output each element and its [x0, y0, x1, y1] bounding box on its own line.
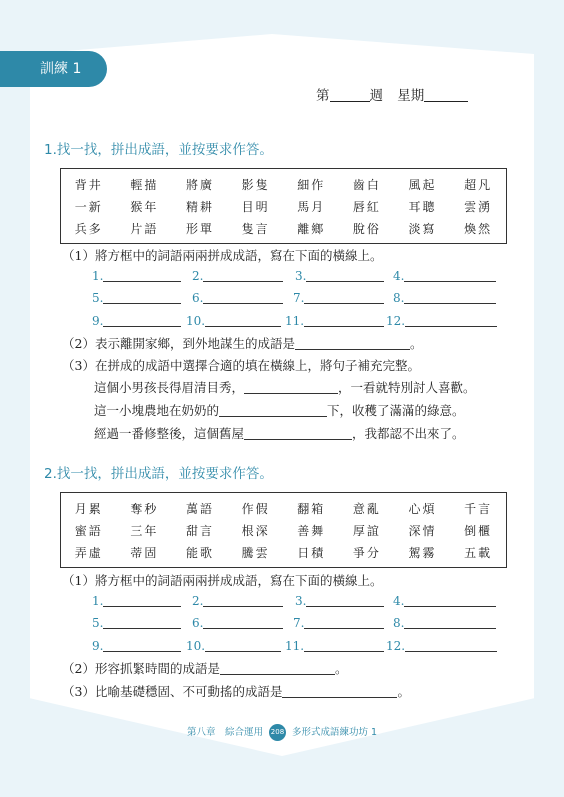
answer-row: 7. — [293, 615, 384, 630]
answer-row: 6. — [192, 290, 283, 305]
section1-title: 1.找一找，拼出成語，並按要求作答。 — [44, 142, 273, 158]
answer-blank[interactable] — [404, 290, 496, 304]
answer-blank[interactable] — [282, 684, 397, 698]
answer-blank[interactable] — [205, 638, 281, 652]
answer-blank[interactable] — [244, 380, 338, 394]
answer-blank[interactable] — [404, 615, 496, 629]
answer-blank[interactable] — [404, 268, 496, 282]
answer-row: 4. — [393, 593, 496, 608]
section2-title: 2.找一找，拼出成語，並按要求作答。 — [44, 466, 273, 482]
answer-blank[interactable] — [203, 290, 283, 304]
answer-row: 5. — [92, 615, 181, 630]
section1-question2: （2）表示離開家鄉，到外地謀生的成語是 。 — [62, 336, 423, 351]
answer-blank[interactable] — [103, 268, 181, 282]
answer-blank[interactable] — [103, 313, 181, 327]
page-number: 208 — [269, 724, 286, 741]
week-header: 第 週 星期 — [316, 84, 468, 104]
answer-blank[interactable] — [306, 593, 384, 607]
weekday-blank[interactable] — [424, 87, 468, 102]
answer-blank[interactable] — [304, 615, 384, 629]
section2-question3: （3）比喻基礎穩固、不可動搖的成語是 。 — [62, 684, 410, 699]
answer-row: 10. — [186, 638, 281, 653]
answer-row: 11. — [285, 638, 384, 653]
section2-question1: （1）將方框中的詞語兩兩拼成成語，寫在下面的橫線上。 — [62, 573, 383, 588]
section2-word-box — [60, 492, 507, 568]
answer-row: 6. — [192, 615, 283, 630]
answer-row: 8. — [393, 290, 496, 305]
word-row: 一新 猴年 精耕 目明 馬月 唇紅 耳聰 雲湧 — [74, 199, 493, 214]
answer-row: 3. — [295, 268, 384, 283]
sentence-1: 這個小男孩長得眉清目秀， ，一看就特別討人喜歡。 — [94, 380, 476, 395]
answer-row: 5. — [92, 290, 181, 305]
answer-blank[interactable] — [405, 638, 497, 652]
answer-row: 1. — [92, 593, 181, 608]
answer-blank[interactable] — [405, 313, 497, 327]
answer-row: 11. — [285, 313, 384, 328]
answer-row: 2. — [192, 593, 283, 608]
answer-row: 8. — [393, 615, 496, 630]
page-footer: 第八章 綜合運用 208 多形式成語練功坊 1 — [0, 724, 564, 741]
answer-row: 12. — [386, 313, 497, 328]
answer-row: 2. — [192, 268, 283, 283]
answer-row: 4. — [393, 268, 496, 283]
answer-blank[interactable] — [295, 336, 410, 350]
answer-blank[interactable] — [203, 268, 283, 282]
sentence-3: 經過一番修整後，這個舊屋 ，我都認不出來了。 — [94, 426, 465, 441]
answer-row: 12. — [386, 638, 497, 653]
answer-blank[interactable] — [205, 313, 281, 327]
answer-blank[interactable] — [103, 290, 181, 304]
answer-row: 9. — [92, 313, 181, 328]
answer-blank[interactable] — [203, 615, 283, 629]
answer-blank[interactable] — [306, 268, 384, 282]
word-row: 背井 輕描 將廣 影隻 細作 齒白 風起 超凡 — [74, 177, 493, 192]
answer-blank[interactable] — [404, 593, 496, 607]
answer-blank[interactable] — [103, 615, 181, 629]
answer-row: 7. — [293, 290, 384, 305]
answer-row: 9. — [92, 638, 181, 653]
section1-question3: （3）在拼成的成語中選擇合適的填在橫線上，將句子補充完整。 — [62, 358, 420, 373]
answer-blank[interactable] — [103, 593, 181, 607]
training-tab: 訓練 1 — [0, 51, 107, 87]
answer-blank[interactable] — [203, 593, 283, 607]
answer-blank[interactable] — [304, 290, 384, 304]
answer-row: 3. — [295, 593, 384, 608]
section1-question1: （1）將方框中的詞語兩兩拼成成語，寫在下面的橫線上。 — [62, 248, 383, 263]
section2-question2: （2）形容抓緊時間的成語是 。 — [62, 661, 348, 676]
word-row: 月累 奪秒 萬語 作假 翻箱 意亂 心煩 千言 — [74, 501, 493, 516]
answer-blank[interactable] — [244, 426, 352, 440]
answer-row: 10. — [186, 313, 281, 328]
answer-blank[interactable] — [304, 638, 384, 652]
answer-blank[interactable] — [103, 638, 181, 652]
word-row: 蜜語 三年 甜言 根深 善舞 厚誼 深情 倒櫃 — [74, 523, 493, 538]
word-row: 弄虛 蒂固 能歌 騰雲 日積 爭分 駕霧 五載 — [74, 545, 493, 560]
answer-blank[interactable] — [304, 313, 384, 327]
answer-row: 1. — [92, 268, 181, 283]
answer-blank[interactable] — [220, 661, 335, 675]
week-number-blank[interactable] — [330, 87, 370, 102]
section1-word-box — [60, 168, 507, 244]
answer-blank[interactable] — [219, 403, 327, 417]
word-row: 兵多 片語 形單 隻言 離鄉 脫俗 淡寫 煥然 — [74, 221, 493, 236]
sentence-2: 這一小塊農地在奶奶的 下，收穫了滿滿的綠意。 — [94, 403, 465, 418]
